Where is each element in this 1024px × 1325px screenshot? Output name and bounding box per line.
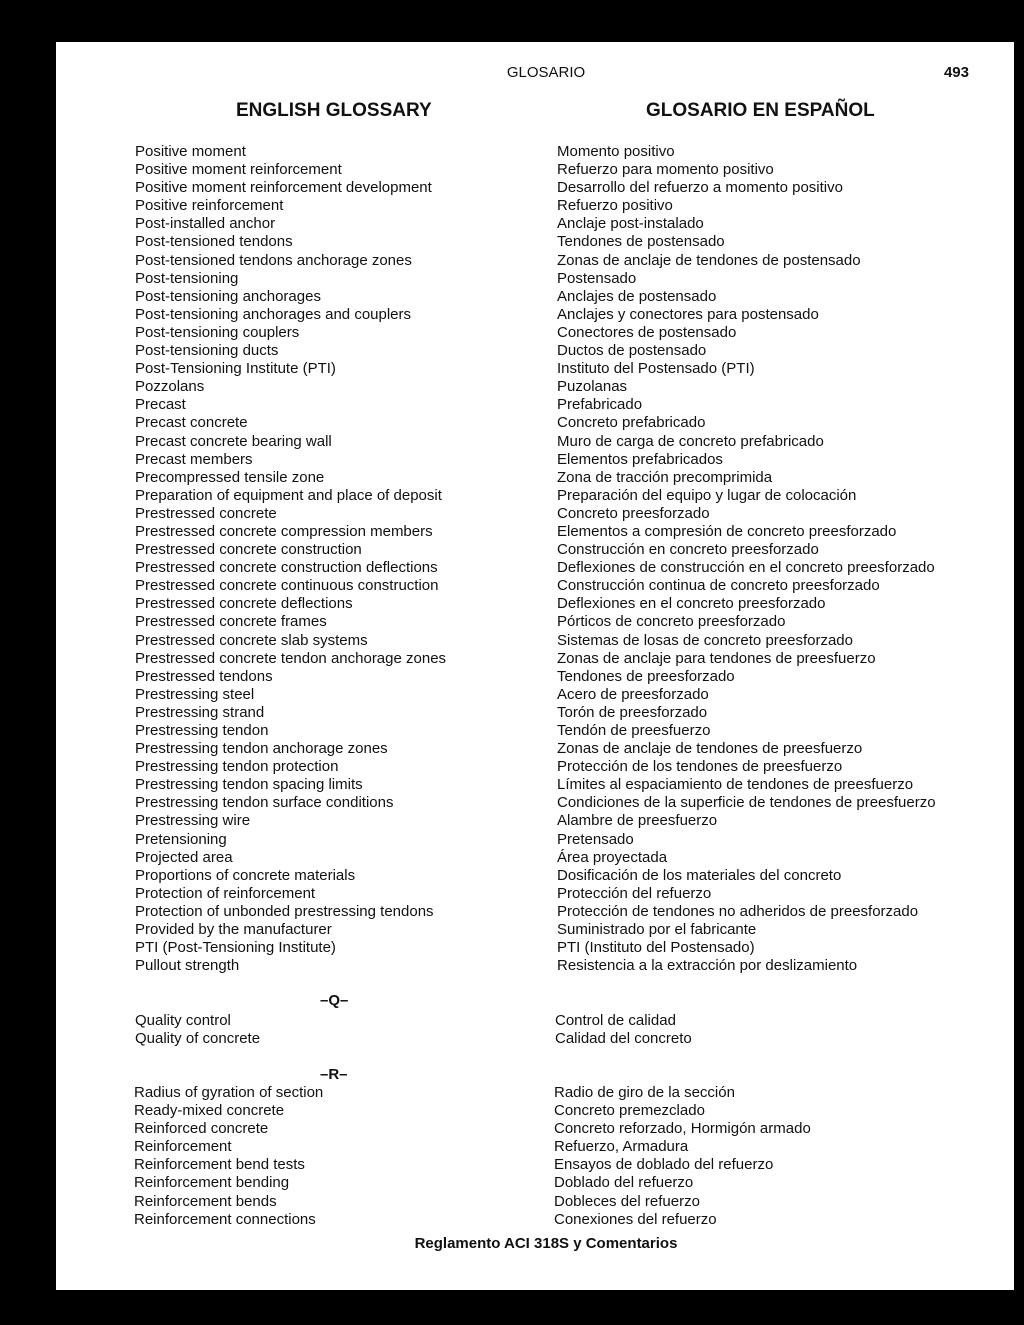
glossary-term: Alambre de preesfuerzo	[557, 812, 718, 830]
glossary-term: Pórticos de concreto preesforzado	[557, 613, 786, 631]
glossary-term: Anclaje post-instalado	[557, 215, 704, 233]
glossary-term: Concreto prefabricado	[557, 414, 706, 432]
glossary-term: Prestressing tendon protection	[135, 758, 339, 776]
glossary-term: Concreto reforzado, Hormigón armado	[554, 1120, 811, 1138]
glossary-term: Límites al espaciamiento de tendones de preesfuerzo	[557, 776, 914, 794]
english-terms-r	[134, 1084, 323, 1229]
glossary-term: Control de calidad	[555, 1012, 676, 1029]
glossary-term: Post-tensioning ducts	[135, 342, 279, 360]
glossary-term: Protection of reinforcement	[135, 884, 316, 902]
glossary-term: Prestressed concrete construction	[135, 541, 362, 559]
glossary-term: Post-tensioning	[135, 269, 239, 287]
glossary-term: Prestressed concrete slab systems	[135, 631, 368, 649]
footer: Reglamento ACI 318S y Comentarios	[414, 1235, 678, 1252]
glossary-term: Tendones de postensado	[557, 233, 725, 251]
section-letter-r: –R–	[320, 1066, 348, 1083]
spanish-terms-q	[555, 1012, 692, 1048]
glossary-term: Prestressed concrete compression members	[135, 522, 433, 540]
glossary-term: Prestressed concrete tendon anchorage zones	[135, 649, 447, 667]
glossary-term: Puzolanas	[557, 378, 628, 396]
glossary-term: Preparation of equipment and place of deposit	[135, 486, 442, 504]
glossary-term: Zona de tracción precomprimida	[557, 468, 773, 486]
glossary-term: Precast concrete bearing wall	[135, 432, 332, 450]
glossary-term: Concreto preesforzado	[557, 504, 710, 522]
glossary-term: Prestressing tendon spacing limits	[135, 776, 363, 794]
glossary-term: Prestressing tendon surface conditions	[135, 794, 394, 812]
glossary-term: Deflexiones en el concreto preesforzado	[557, 595, 826, 613]
running-title: GLOSARIO	[506, 64, 586, 81]
page-number: 493	[943, 64, 969, 81]
glossary-term: Protección de tendones no adheridos de preesforzado	[557, 902, 919, 920]
glossary-term: Precast concrete	[135, 414, 248, 432]
glossary-term: Deflexiones de construcción en el concreto preesforzado	[557, 559, 935, 577]
glossary-term: Doblado del refuerzo	[554, 1174, 694, 1192]
glossary-term: Instituto del Postensado (PTI)	[557, 360, 755, 378]
glossary-term: Anclajes de postensado	[557, 287, 717, 305]
glossary-term: Preparación del equipo y lugar de colocación	[557, 486, 857, 504]
glossary-term: Ensayos de doblado del refuerzo	[554, 1156, 774, 1174]
glossary-term: Tendón de preesfuerzo	[557, 722, 711, 739]
glossary-term: Precompressed tensile zone	[135, 468, 325, 486]
glossary-term: Positive moment reinforcement	[135, 161, 342, 179]
glossary-term: Reinforcement	[134, 1138, 232, 1156]
glossary-term: Reinforcement bending	[134, 1174, 290, 1192]
glossary-term: Reinforced concrete	[134, 1120, 269, 1138]
glossary-term: Momento positivo	[557, 143, 675, 160]
glossary-term: Provided by the manufacturer	[135, 921, 332, 939]
glossary-term: Positive moment reinforcement development	[135, 179, 432, 197]
glossary-term: Dobleces del refuerzo	[554, 1192, 700, 1210]
glossary-term: Quality control	[135, 1012, 231, 1029]
glossary-term: Ductos de postensado	[557, 342, 707, 360]
glossary-term: Protección de los tendones de preesfuerzo	[557, 758, 843, 776]
glossary-term: Post-tensioning anchorages	[135, 287, 321, 305]
glossary-term: Positive moment	[135, 143, 246, 160]
glossary-term: Acero de preesforzado	[557, 685, 709, 703]
glossary-term: Reinforcement bends	[134, 1192, 277, 1210]
glossary-term: Prestressed concrete continuous construction	[135, 577, 439, 595]
glossary-term: Postensado	[557, 269, 637, 287]
glossary-term: Área proyectada	[557, 848, 668, 866]
glossary-term: Post-tensioned tendons	[135, 233, 293, 251]
glossary-term: Reinforcement bend tests	[134, 1156, 305, 1174]
spanish-column-heading: GLOSARIO EN ESPAÑOL	[646, 100, 875, 121]
glossary-term: Construcción continua de concreto preesforzado	[557, 577, 880, 595]
glossary-term: Concreto premezclado	[554, 1102, 705, 1120]
glossary-term: Pozzolans	[135, 378, 205, 396]
glossary-term: Post-Tensioning Institute (PTI)	[135, 360, 336, 378]
glossary-term: Elementos a compresión de concreto preesforzado	[557, 522, 897, 540]
glossary-term: Protection of unbonded prestressing tendons	[135, 902, 434, 920]
glossary-term: PTI (Post-Tensioning Institute)	[135, 939, 336, 957]
glossary-term: Refuerzo positivo	[557, 197, 673, 215]
glossary-term: Dosificación de los materiales del concreto	[557, 866, 842, 884]
glossary-term: Prestressing strand	[135, 703, 265, 721]
glossary-term: Projected area	[135, 848, 233, 866]
glossary-term: Conexiones del refuerzo	[554, 1210, 717, 1228]
glossary-term: Prestressed concrete	[135, 504, 277, 522]
glossary-term: Prestressing steel	[135, 685, 255, 703]
glossary-term: Torón de preesforzado	[557, 703, 708, 721]
glossary-term: PTI (Instituto del Postensado)	[557, 939, 755, 957]
glossary-term: Refuerzo, Armadura	[554, 1138, 689, 1156]
glossary-term: Conectores de postensado	[557, 323, 737, 341]
glossary-term: Post-tensioning couplers	[135, 323, 300, 341]
glossary-term: Prestressing tendon	[135, 722, 269, 739]
glossary-term: Radius of gyration of section	[134, 1084, 324, 1101]
glossary-term: Elementos prefabricados	[557, 450, 723, 468]
glossary-term: Precast	[135, 396, 186, 414]
english-terms-p	[135, 143, 446, 975]
glossary-term: Tendones de preesforzado	[557, 667, 735, 685]
glossary-term: Post-tensioning anchorages and couplers	[135, 305, 412, 323]
glossary-term: Post-tensioned tendons anchorage zones	[135, 251, 412, 269]
glossary-term: Protección del refuerzo	[557, 884, 712, 902]
english-column-heading: ENGLISH GLOSSARY	[236, 100, 432, 121]
glossary-term: Prestressed concrete frames	[135, 613, 327, 631]
glossary-term: Reinforcement connections	[134, 1210, 316, 1228]
glossary-term: Prestressed tendons	[135, 667, 273, 685]
section-letter-q: –Q–	[320, 992, 349, 1009]
page	[56, 42, 1014, 1290]
glossary-term: Prestressed concrete deflections	[135, 595, 353, 613]
glossary-term: Anclajes y conectores para postensado	[557, 305, 819, 323]
english-terms-q	[135, 1012, 260, 1048]
glossary-term: Desarrollo del refuerzo a momento positivo	[557, 179, 843, 197]
glossary-term: Pretensioning	[135, 830, 227, 848]
glossary-term: Quality of concrete	[135, 1030, 261, 1048]
glossary-term: Pretensado	[557, 830, 634, 848]
spanish-terms-p	[557, 143, 936, 975]
glossary-term: Post-installed anchor	[135, 215, 276, 233]
glossary-term: Refuerzo para momento positivo	[557, 161, 774, 179]
glossary-term: Ready-mixed concrete	[134, 1102, 285, 1120]
glossary-term: Radio de giro de la sección	[554, 1084, 735, 1101]
glossary-term: Positive reinforcement	[135, 197, 284, 215]
glossary-term: Zonas de anclaje para tendones de preesfuerzo	[557, 649, 876, 667]
glossary-term: Zonas de anclaje de tendones de postensado	[557, 251, 861, 269]
glossary-term: Construcción en concreto preesforzado	[557, 541, 819, 559]
glossary-term: Zonas de anclaje de tendones de preesfuerzo	[557, 740, 863, 758]
spanish-terms-r	[554, 1084, 811, 1229]
glossary-term: Proportions of concrete materials	[135, 866, 356, 884]
glossary-term: Condiciones de la superficie de tendones de preesfuerzo	[557, 794, 936, 812]
glossary-term: Pullout strength	[135, 957, 240, 975]
glossary-term: Prestressing wire	[135, 812, 251, 830]
glossary-term: Prestressed concrete construction deflections	[135, 559, 438, 577]
glossary-term: Prestressing tendon anchorage zones	[135, 740, 388, 758]
glossary-term: Precast members	[135, 450, 253, 468]
glossary-term: Muro de carga de concreto prefabricado	[557, 432, 824, 450]
glossary-term: Calidad del concreto	[555, 1030, 692, 1048]
glossary-term: Resistencia a la extracción por deslizamiento	[557, 957, 858, 975]
glossary-term: Suministrado por el fabricante	[557, 921, 757, 939]
glossary-term: Sistemas de losas de concreto preesforzado	[557, 631, 853, 649]
glossary-term: Prefabricado	[557, 396, 643, 414]
